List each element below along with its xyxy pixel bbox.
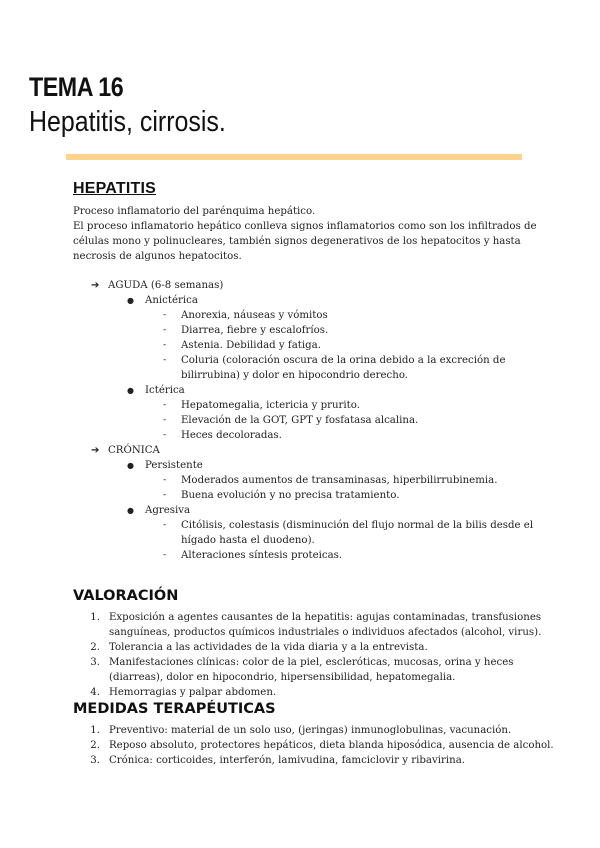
bullet-icon: ● — [127, 461, 134, 470]
list-item: Alteraciones síntesis proteicas. — [181, 550, 343, 561]
topic-title: Hepatitis, cirrosis. — [29, 106, 226, 138]
dash-icon: - — [163, 430, 167, 440]
list-item: Exposición a agentes causantes de la hepatitis: agujas contaminadas, transfusiones — [109, 612, 542, 623]
list-item: Anorexia, náuseas y vómitos — [181, 310, 328, 321]
hepatitis-description: El proceso inflamatorio hepático conlleva signos inflamatorios como son los infiltrados de células mono y polinucleares, también signos degenerativos de los hepatocitos y hasta necrosis de algunos hepatocitos. — [73, 221, 537, 262]
list-item: Citólisis, colestasis (disminución del flujo normal de la bilis desde el — [181, 520, 534, 531]
list-number: 3. — [90, 657, 100, 668]
list-item: Astenia. Debilidad y fatiga. — [181, 340, 321, 351]
dash-icon: - — [163, 400, 167, 410]
valoracion-heading: VALORACIÓN — [73, 588, 179, 604]
aguda-label: AGUDA (6-8 semanas) — [108, 280, 224, 291]
dash-icon: - — [163, 355, 167, 365]
bullet-icon: ● — [127, 506, 134, 515]
cronica-label: CRÓNICA — [108, 445, 160, 456]
dash-icon: - — [163, 415, 167, 425]
list-item: Crónica: corticoides, interferón, lamivudina, famciclovir y ribavirina. — [109, 755, 466, 766]
anicterica-label: Anictérica — [145, 295, 198, 306]
arrow-bullet-icon: ➔ — [91, 280, 100, 291]
list-item: Buena evolución y no precisa tratamiento. — [181, 490, 400, 501]
list-item: Moderados aumentos de transaminasas, hiperbilirrubinemia. — [181, 475, 498, 486]
list-item: Tolerancia a las actividades de la vida diaria y a la entrevista. — [109, 642, 428, 653]
list-item: Diarrea, fiebre y escalofríos. — [181, 325, 329, 336]
list-item-continuation: (diarreas), dolor en hipocondrio, hipersensibilidad, hepatomegalia. — [109, 672, 456, 683]
list-number: 2. — [90, 642, 100, 653]
list-item: Preventivo: material de un solo uso, (jeringas) inmunoglobulinas, vacunación. — [109, 725, 512, 736]
dash-icon: - — [163, 550, 167, 560]
list-item-continuation: sanguíneas, productos químicos industriales o individuos afectados (alcohol, virus). — [109, 627, 542, 638]
list-number: 4. — [90, 687, 100, 698]
list-item: Reposo absoluto, protectores hepáticos, dieta blanda hiposódica, ausencia de alcohol. — [109, 740, 554, 751]
list-number: 1. — [90, 725, 100, 736]
hepatitis-heading: HEPATITIS — [73, 180, 156, 197]
list-number: 2. — [90, 740, 100, 751]
medidas-heading: MEDIDAS TERAPÉUTICAS — [73, 701, 276, 717]
title-divider — [66, 154, 522, 160]
list-item-continuation: hígado hasta el duodeno). — [181, 535, 315, 546]
bullet-icon: ● — [127, 386, 134, 395]
dash-icon: - — [163, 475, 167, 485]
agresiva-label: Agresiva — [145, 505, 191, 516]
list-item: Hepatomegalia, ictericia y prurito. — [181, 400, 360, 411]
persistente-label: Persistente — [145, 460, 203, 471]
dash-icon: - — [163, 340, 167, 350]
bullet-icon: ● — [127, 296, 134, 305]
hepatitis-definition: Proceso inflamatorio del parénquima hepático. — [73, 206, 316, 217]
dash-icon: - — [163, 520, 167, 530]
list-item: Elevación de la GOT, GPT y fosfatasa alcalina. — [181, 415, 419, 426]
list-item: Manifestaciones clínicas: color de la piel, escleróticas, mucosas, orina y heces — [109, 657, 514, 668]
dash-icon: - — [163, 490, 167, 500]
dash-icon: - — [163, 310, 167, 320]
list-number: 3. — [90, 755, 100, 766]
list-item: Heces decoloradas. — [181, 430, 282, 441]
arrow-bullet-icon: ➔ — [91, 445, 100, 456]
dash-icon: - — [163, 325, 167, 335]
list-number: 1. — [90, 612, 100, 623]
list-item: Hemorragias y palpar abdomen. — [109, 687, 277, 698]
icterica-label: Ictérica — [145, 385, 185, 396]
list-item: Coluria (coloración oscura de la orina debido a la excreción de — [181, 355, 506, 366]
list-item-continuation: bilirrubina) y dolor en hipocondrio derecho. — [181, 370, 409, 381]
topic-number: TEMA 16 — [29, 72, 124, 102]
